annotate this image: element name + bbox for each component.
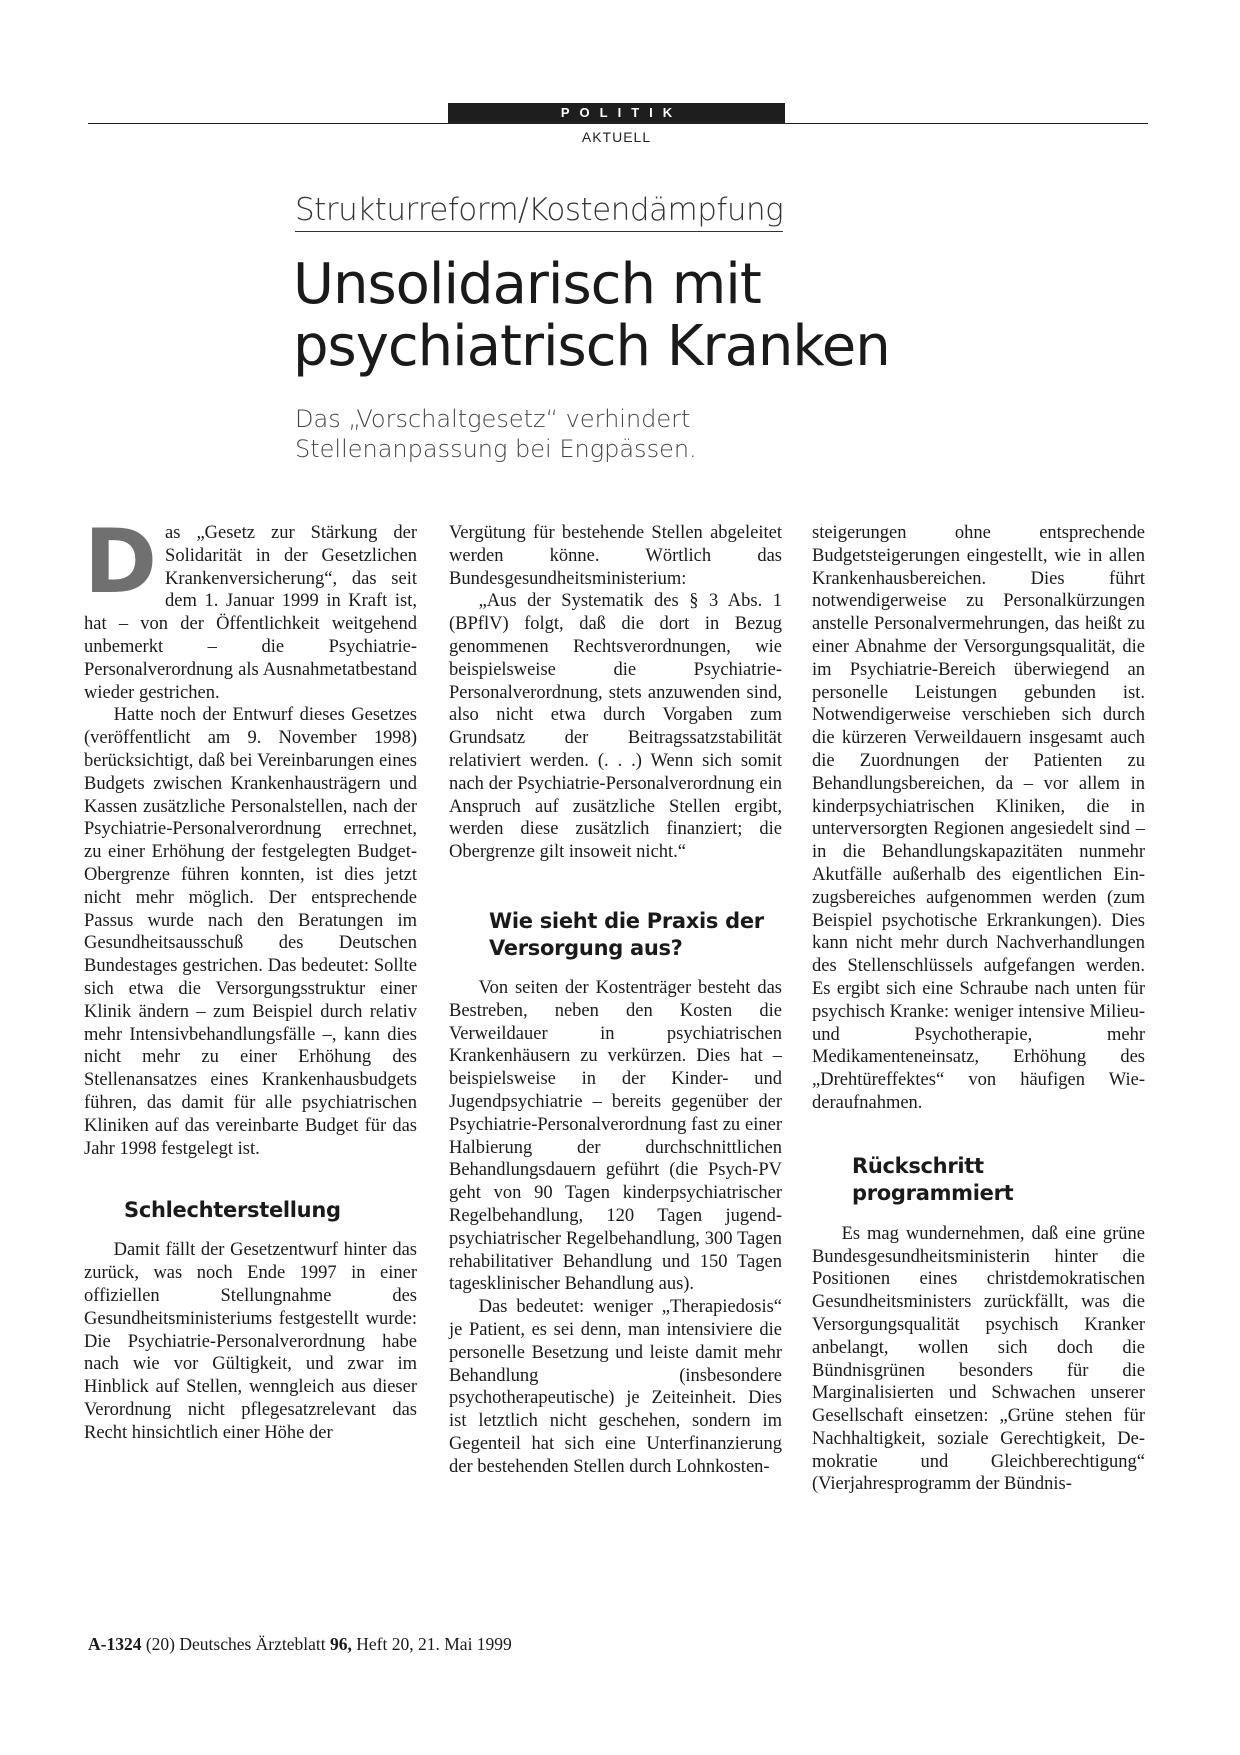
paragraph: Es mag wundernehmen, daß eine grüne Bundesgesundheitsministerin hinter die Positionen eines christdemokratischen Gesundheitsministers zurückfällt, was die Versorgungsqualität psychisch Kranker anbelangt, wollen sich doch die Bündnisgrünen besonders für die Marginalisierten und Schwachen unserer Gesellschaft einsetzen: „Grüne stehen für Nachhaltigkeit, soziale Gerechtigkeit, Demokratie und Gleichberechtigung“ (Vierjahresprogramm der Bündnis-: [812, 1223, 1145, 1495]
paragraph: Vergütung für bestehende Stellen abgeleitet werden könne. Wörtlich das Bundesgesundheitsministerium:: [449, 523, 782, 589]
article-subhead: [295, 404, 995, 464]
header-rule: [88, 123, 1148, 124]
section-heading-rueckschritt: Rückschritt programmiert: [852, 1153, 1014, 1205]
page-number: A-1324: [88, 1634, 142, 1654]
text-column-3: [812, 522, 1145, 1496]
issue-date: Heft 20, 21. Mai 1999: [356, 1634, 512, 1654]
headline-line-2: psychiatrisch Kranken: [293, 314, 890, 379]
subsection-label: AKTUELL: [581, 129, 652, 145]
section-heading-praxis: Wie sieht die Praxis der Versorgung aus?: [489, 908, 764, 960]
paragraph-text: as „Gesetz zur Stärkung der Solidarität in der Gesetzlichen Krankenversicherung“, das seit dem 1. Januar 1999 in Kraft ist, hat – von der Öffentlichkeit weitgehend unbemerkt – die Psychiatrie-Personalverordnung als Ausnahmetatbestand wieder gestrichen.: [84, 523, 417, 703]
paragraph: Damit fällt der Gesetzentwurf hinter das zurück, was noch Ende 1997 in einer offiziellen Stellungnahme des Gesundheitsministeriums festgestellt wurde: Die Psychiatrie-Personalverordnung habe nach wie vor Gültigkeit, und zwar im Hinblick auf Stellen, wenngleich aus dieser Verordnung nicht pflegesatzrelevant das Recht hinsichtlich einer Höhe der: [84, 1240, 417, 1443]
paragraph: Das bedeutet: weniger „Therapiedosis“ je Patient, es sei denn, man intensiviere die personelle Besetzung und leiste damit mehr Behandlung (insbesondere psychotherapeutische) je Zeiteinheit. Dies ist letztlich nicht geschehen, sondern im Gegenteil hat sich eine Unterfinanzierung der bestehenden Stellen durch Lohnkosten-: [449, 1297, 782, 1477]
quote-paragraph: „Aus der Systematik des § 3 Abs. 1 (BPflV) folgt, daß die dort in Bezug genommenen Rechtsverordnungen, wie beispielsweise die Psychiatrie-Personalverordnung, stets anzuwenden sind, also nicht etwa durch Vorgaben zum Grundsatz der Beitragssatzstabilität relativiert werden. (. . .) Wenn sich somit nach der Psychiatrie-Personalverordnung ein Anspruch auf zusätzliche Stellen ergibt, werden diese zusätzlich finanziert; die Obergrenze gilt insoweit nicht.“: [449, 591, 782, 863]
paragraph: steigerungen ohne entsprechende Budgetsteigerungen eingestellt, wie in allen Krankenhausbereichen. Dies führt notwendigerweise zu Personalkürzungen anstelle Personalvermehrungen, das heißt zu einer Abnahme der Versorgungsqualität, die im Psychiatrie-Bereich überwiegend an personelle Leistungen gebunden ist. Notwendigerweise verschieben sich durch die kürzeren Verweildauern insgesamt auch die Zuordnungen der Patienten zu Behandlungsbereichen, da – vor allem in kinderpsychiatrischen Kliniken, die in unterversorgten Regionen angesiedelt sind – in die Behandlungskapazitäten nunmehr Akutfälle außerhalb des eigentlichen Einzugsbereiches aufgenommen werden (zum Beispiel psychotische Erkrankungen). Dies kann nicht mehr durch Nachverhandlungen des Stellenschlüssels aufgefangen werden. Es ergibt sich eine Schraube nach unten für psychisch Kranke: weniger intensive Milieu- und Psychotherapie, mehr Medikamenteneinsatz, Erhöhung des „Drehtüreffektes“ von häufigen Wiederaufnahmen.: [812, 523, 1145, 1113]
subhead-line-2: Stellenanpassung bei Engpässen.: [295, 435, 697, 463]
article-kicker: Strukturreform/Kostendämpfung: [295, 192, 783, 232]
section-label: POLITIK: [448, 103, 785, 123]
text-column-2: [449, 522, 782, 1478]
paragraph: Von seiten der Kostenträger besteht das Bestreben, neben den Kosten die Verweildauer in psychiatrischen Krankenhäusern zu verkürzen. Dies hat – beispielsweise in der Kinder- und Jugendpsychiatrie – bereits gegenüber der Psychiatrie-Personalverordnung fast zu einer Halbierung der durchschnittlichen Behandlungsdauern geführt (die Psych-PV geht von 90 Tagen kinderpsychiatrischer Regelbehandlung, 120 Tagen jugendpsychiatrischer Regelbehandlung, 300 Tagen rehabilitativer Behandlung und 150 Tagen tagesklinischer Behandlung aus).: [449, 977, 782, 1295]
paragraph: [84, 510, 417, 704]
text-column-1: [84, 510, 417, 1444]
article-headline: [293, 254, 1093, 378]
journal-name: Deutsches Ärzteblatt: [179, 1634, 326, 1654]
volume-number: 96,: [330, 1634, 352, 1654]
section-heading-schlechterstellung: Schlechterstellung: [124, 1198, 341, 1223]
paragraph: Hatte noch der Entwurf dieses Gesetzes (veröffentlicht am 9. November 1998) berücksichtigt, daß bei Vereinbarungen eines Budgets zwischen Krankenhausträgern und Kassen zusätzliche Personalstellen, nach der Psychiatrie-Personalverordnung errechnet, zu einer Erhöhung der festgelegten Budget-Obergrenze führen konnten, ist dies jetzt nicht mehr möglich. Der entsprechende Passus wurde nach den Beratungen im Gesundheitsausschuß des Deutschen Bundestages gestrichen. Das bedeutet: Sollte sich etwa die Versorgungsstruktur einer Klinik ändern – zum Beispiel durch relativ mehr Intensivbehandlungsfälle –, kann dies nicht mehr zu einer Erhöhung des Stellenansatzes eines Krankenhausbudgets führen, das damit für alle psychiatrischen Kliniken auf das vereinbarte Budget für das Jahr 1998 festgelegt ist.: [84, 705, 417, 1159]
print-page-number: (20): [145, 1634, 175, 1654]
page-footer: [88, 1634, 512, 1655]
headline-line-1: Unsolidarisch mit: [293, 252, 761, 317]
subhead-line-1: Das „Vorschaltgesetz“ verhindert: [295, 405, 691, 433]
drop-cap: D: [84, 510, 158, 613]
